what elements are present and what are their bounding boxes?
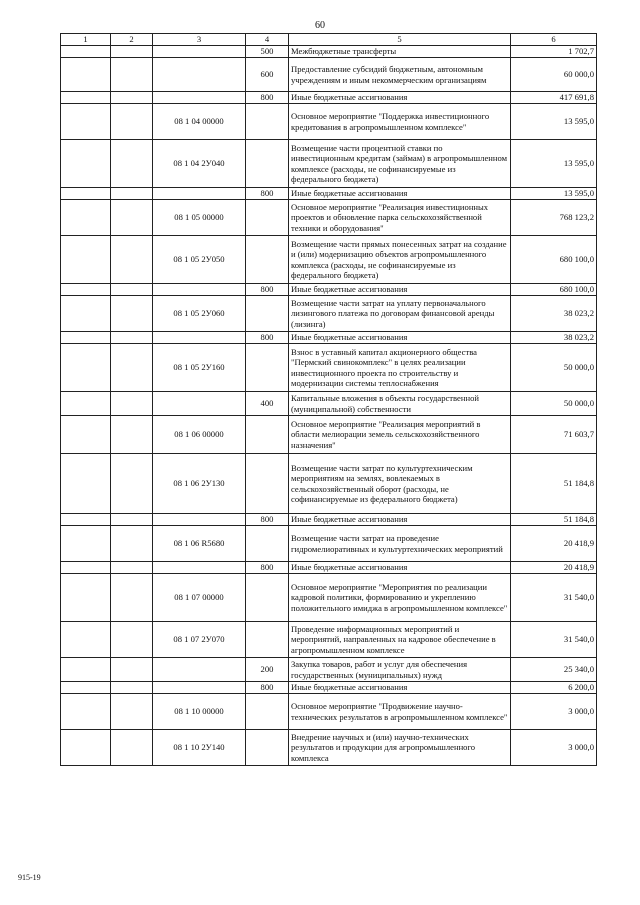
cell-target-code: 08 1 05 2У060	[153, 296, 246, 332]
cell-amount: 38 023,2	[511, 296, 597, 332]
cell-name: Возмещение части прямых понесенных затрат на создание и (или) модернизацию объектов агропромышленного комплекса (расходы, не софинансируемые из федерального бюджета)	[289, 236, 511, 284]
cell-col1	[61, 514, 111, 526]
cell-expense-type	[246, 622, 289, 658]
table-header	[61, 34, 597, 46]
table-row	[61, 332, 597, 344]
cell-name: Возмещение части процентной ставки по инвестиционным кредитам (займам) в агропромышленном комплексе (расходы, не софинансируемые из федерального бюджета)	[289, 140, 511, 188]
cell-amount: 31 540,0	[511, 574, 597, 622]
table-row	[61, 514, 597, 526]
cell-name: Иные бюджетные ассигнования	[289, 188, 511, 200]
cell-amount: 680 100,0	[511, 284, 597, 296]
table-row	[61, 392, 597, 416]
cell-target-code	[153, 392, 246, 416]
cell-target-code: 08 1 06 00000	[153, 416, 246, 454]
table-row	[61, 296, 597, 332]
cell-col1	[61, 344, 111, 392]
cell-col1	[61, 416, 111, 454]
cell-target-code: 08 1 10 2У140	[153, 730, 246, 766]
cell-name: Иные бюджетные ассигнования	[289, 682, 511, 694]
header-col-4: 4	[246, 34, 289, 46]
cell-col1	[61, 574, 111, 622]
cell-col2	[111, 682, 153, 694]
cell-name: Иные бюджетные ассигнования	[289, 514, 511, 526]
header-col-5: 5	[289, 34, 511, 46]
cell-target-code: 08 1 06 2У130	[153, 454, 246, 514]
cell-col2	[111, 454, 153, 514]
cell-target-code	[153, 188, 246, 200]
table-row	[61, 658, 597, 682]
cell-amount: 51 184,8	[511, 514, 597, 526]
cell-name: Основное мероприятие "Мероприятия по реализации кадровой политики, формированию и укреплению положительного имиджа в агропромышленном комплексе"	[289, 574, 511, 622]
cell-target-code	[153, 92, 246, 104]
cell-col1	[61, 526, 111, 562]
cell-expense-type	[246, 694, 289, 730]
cell-target-code	[153, 58, 246, 92]
cell-amount: 3 000,0	[511, 694, 597, 730]
cell-target-code	[153, 682, 246, 694]
cell-col1	[61, 682, 111, 694]
cell-target-code: 08 1 04 2У040	[153, 140, 246, 188]
cell-col1	[61, 562, 111, 574]
cell-col2	[111, 392, 153, 416]
cell-amount: 51 184,8	[511, 454, 597, 514]
cell-target-code: 08 1 04 00000	[153, 104, 246, 140]
cell-target-code: 08 1 05 00000	[153, 200, 246, 236]
cell-target-code	[153, 562, 246, 574]
cell-amount: 38 023,2	[511, 332, 597, 344]
cell-target-code	[153, 332, 246, 344]
cell-target-code	[153, 46, 246, 58]
cell-expense-type	[246, 296, 289, 332]
cell-col2	[111, 344, 153, 392]
table-row	[61, 526, 597, 562]
table-row	[61, 694, 597, 730]
table-row	[61, 682, 597, 694]
cell-expense-type	[246, 526, 289, 562]
cell-col2	[111, 562, 153, 574]
cell-col2	[111, 526, 153, 562]
cell-expense-type: 800	[246, 284, 289, 296]
cell-amount: 680 100,0	[511, 236, 597, 284]
cell-expense-type	[246, 454, 289, 514]
cell-expense-type	[246, 104, 289, 140]
cell-name: Предоставление субсидий бюджетным, автономным учреждениям и иным некоммерческим организациям	[289, 58, 511, 92]
cell-name: Возмещение части затрат на проведение гидромелиоративных и культуртехнических мероприятий	[289, 526, 511, 562]
table-row	[61, 46, 597, 58]
table-row	[61, 236, 597, 284]
cell-amount: 13 595,0	[511, 104, 597, 140]
cell-col1	[61, 46, 111, 58]
cell-col1	[61, 92, 111, 104]
table-row	[61, 92, 597, 104]
table-row	[61, 562, 597, 574]
cell-col1	[61, 332, 111, 344]
cell-col2	[111, 332, 153, 344]
cell-amount: 3 000,0	[511, 730, 597, 766]
cell-name: Основное мероприятие "Поддержка инвестиционного кредитования в агропромышленном комплексе"	[289, 104, 511, 140]
table-row	[61, 454, 597, 514]
cell-col1	[61, 140, 111, 188]
cell-expense-type: 800	[246, 188, 289, 200]
cell-name: Иные бюджетные ассигнования	[289, 92, 511, 104]
cell-col1	[61, 200, 111, 236]
cell-amount: 20 418,9	[511, 562, 597, 574]
table-row	[61, 622, 597, 658]
cell-col2	[111, 58, 153, 92]
cell-name: Иные бюджетные ассигнования	[289, 332, 511, 344]
cell-col1	[61, 392, 111, 416]
header-row	[61, 34, 597, 46]
cell-col1	[61, 694, 111, 730]
cell-name: Возмещение части затрат на уплату первоначального лизингового платежа по договорам финансовой аренды (лизинга)	[289, 296, 511, 332]
cell-target-code	[153, 514, 246, 526]
table-row	[61, 104, 597, 140]
cell-name: Проведение информационных мероприятий и мероприятий, направленных на кадровое обеспечение в агропромышленном комплексе	[289, 622, 511, 658]
table-row	[61, 284, 597, 296]
cell-amount: 71 603,7	[511, 416, 597, 454]
table-row	[61, 58, 597, 92]
cell-col1	[61, 236, 111, 284]
cell-expense-type: 800	[246, 332, 289, 344]
cell-col1	[61, 622, 111, 658]
cell-col1	[61, 658, 111, 682]
cell-expense-type: 800	[246, 562, 289, 574]
cell-expense-type	[246, 140, 289, 188]
cell-amount: 31 540,0	[511, 622, 597, 658]
cell-expense-type: 400	[246, 392, 289, 416]
cell-col2	[111, 514, 153, 526]
cell-col1	[61, 730, 111, 766]
header-col-1: 1	[61, 34, 111, 46]
page-number: 60	[315, 20, 325, 31]
cell-name: Внедрение научных и (или) научно-технических результатов и продукции для агропромышленного комплекса	[289, 730, 511, 766]
cell-expense-type	[246, 344, 289, 392]
cell-target-code: 08 1 10 00000	[153, 694, 246, 730]
cell-amount: 13 595,0	[511, 140, 597, 188]
cell-target-code	[153, 284, 246, 296]
cell-col2	[111, 140, 153, 188]
cell-col2	[111, 574, 153, 622]
header-col-2: 2	[111, 34, 153, 46]
footer-document-code: 915-19	[18, 873, 41, 882]
cell-target-code: 08 1 07 2У070	[153, 622, 246, 658]
cell-col1	[61, 104, 111, 140]
cell-target-code: 08 1 05 2У160	[153, 344, 246, 392]
cell-col2	[111, 622, 153, 658]
cell-col2	[111, 236, 153, 284]
cell-name: Основное мероприятие "Реализация инвестиционных проектов и обновление парка сельскохозяйственной техники и оборудования"	[289, 200, 511, 236]
table-row	[61, 140, 597, 188]
cell-col1	[61, 188, 111, 200]
cell-amount: 417 691,8	[511, 92, 597, 104]
cell-name: Основное мероприятие "Продвижение научно-технических результатов в агропромышленном комплексе"	[289, 694, 511, 730]
cell-amount: 1 702,7	[511, 46, 597, 58]
cell-expense-type: 800	[246, 92, 289, 104]
cell-name: Основное мероприятие "Реализация мероприятий в области мелиорации земель сельскохозяйственного назначения"	[289, 416, 511, 454]
table-body	[61, 46, 597, 766]
header-col-3: 3	[153, 34, 246, 46]
cell-expense-type: 600	[246, 58, 289, 92]
cell-name: Закупка товаров, работ и услуг для обеспечения государственных (муниципальных) нужд	[289, 658, 511, 682]
cell-col2	[111, 200, 153, 236]
cell-col1	[61, 454, 111, 514]
cell-target-code	[153, 658, 246, 682]
budget-table	[60, 33, 597, 766]
header-col-6: 6	[511, 34, 597, 46]
cell-col2	[111, 46, 153, 58]
cell-col2	[111, 730, 153, 766]
table-row	[61, 344, 597, 392]
cell-amount: 50 000,0	[511, 392, 597, 416]
cell-col1	[61, 284, 111, 296]
cell-col2	[111, 694, 153, 730]
cell-name: Взнос в уставный капитал акционерного общества "Пермский свинокомплекс" в целях реализации инвестиционного проекта по строительству и модернизации системы теплоснабжения	[289, 344, 511, 392]
cell-name: Капитальные вложения в объекты государственной (муниципальной) собственности	[289, 392, 511, 416]
cell-col2	[111, 658, 153, 682]
cell-target-code: 08 1 05 2У050	[153, 236, 246, 284]
cell-amount: 50 000,0	[511, 344, 597, 392]
cell-col2	[111, 92, 153, 104]
cell-col2	[111, 104, 153, 140]
cell-col2	[111, 296, 153, 332]
cell-target-code: 08 1 06 R5680	[153, 526, 246, 562]
cell-name: Иные бюджетные ассигнования	[289, 284, 511, 296]
table-row	[61, 574, 597, 622]
cell-col1	[61, 58, 111, 92]
cell-target-code: 08 1 07 00000	[153, 574, 246, 622]
cell-name: Возмещение части затрат по культуртехническим мероприятиям на землях, вовлекаемых в сельскохозяйственный оборот (расходы, не софинансируемые из федерального бюджета)	[289, 454, 511, 514]
cell-expense-type: 800	[246, 514, 289, 526]
table-row	[61, 200, 597, 236]
cell-amount: 6 200,0	[511, 682, 597, 694]
cell-expense-type: 500	[246, 46, 289, 58]
cell-name: Межбюджетные трансферты	[289, 46, 511, 58]
table-row	[61, 188, 597, 200]
cell-col2	[111, 188, 153, 200]
cell-col1	[61, 296, 111, 332]
cell-expense-type	[246, 416, 289, 454]
cell-amount: 768 123,2	[511, 200, 597, 236]
cell-expense-type	[246, 730, 289, 766]
cell-amount: 25 340,0	[511, 658, 597, 682]
cell-expense-type	[246, 200, 289, 236]
cell-expense-type	[246, 236, 289, 284]
cell-amount: 13 595,0	[511, 188, 597, 200]
cell-col2	[111, 416, 153, 454]
table-row	[61, 416, 597, 454]
cell-expense-type: 200	[246, 658, 289, 682]
cell-amount: 20 418,9	[511, 526, 597, 562]
cell-expense-type	[246, 574, 289, 622]
table-row	[61, 730, 597, 766]
cell-col2	[111, 284, 153, 296]
cell-name: Иные бюджетные ассигнования	[289, 562, 511, 574]
cell-amount: 60 000,0	[511, 58, 597, 92]
cell-expense-type: 800	[246, 682, 289, 694]
